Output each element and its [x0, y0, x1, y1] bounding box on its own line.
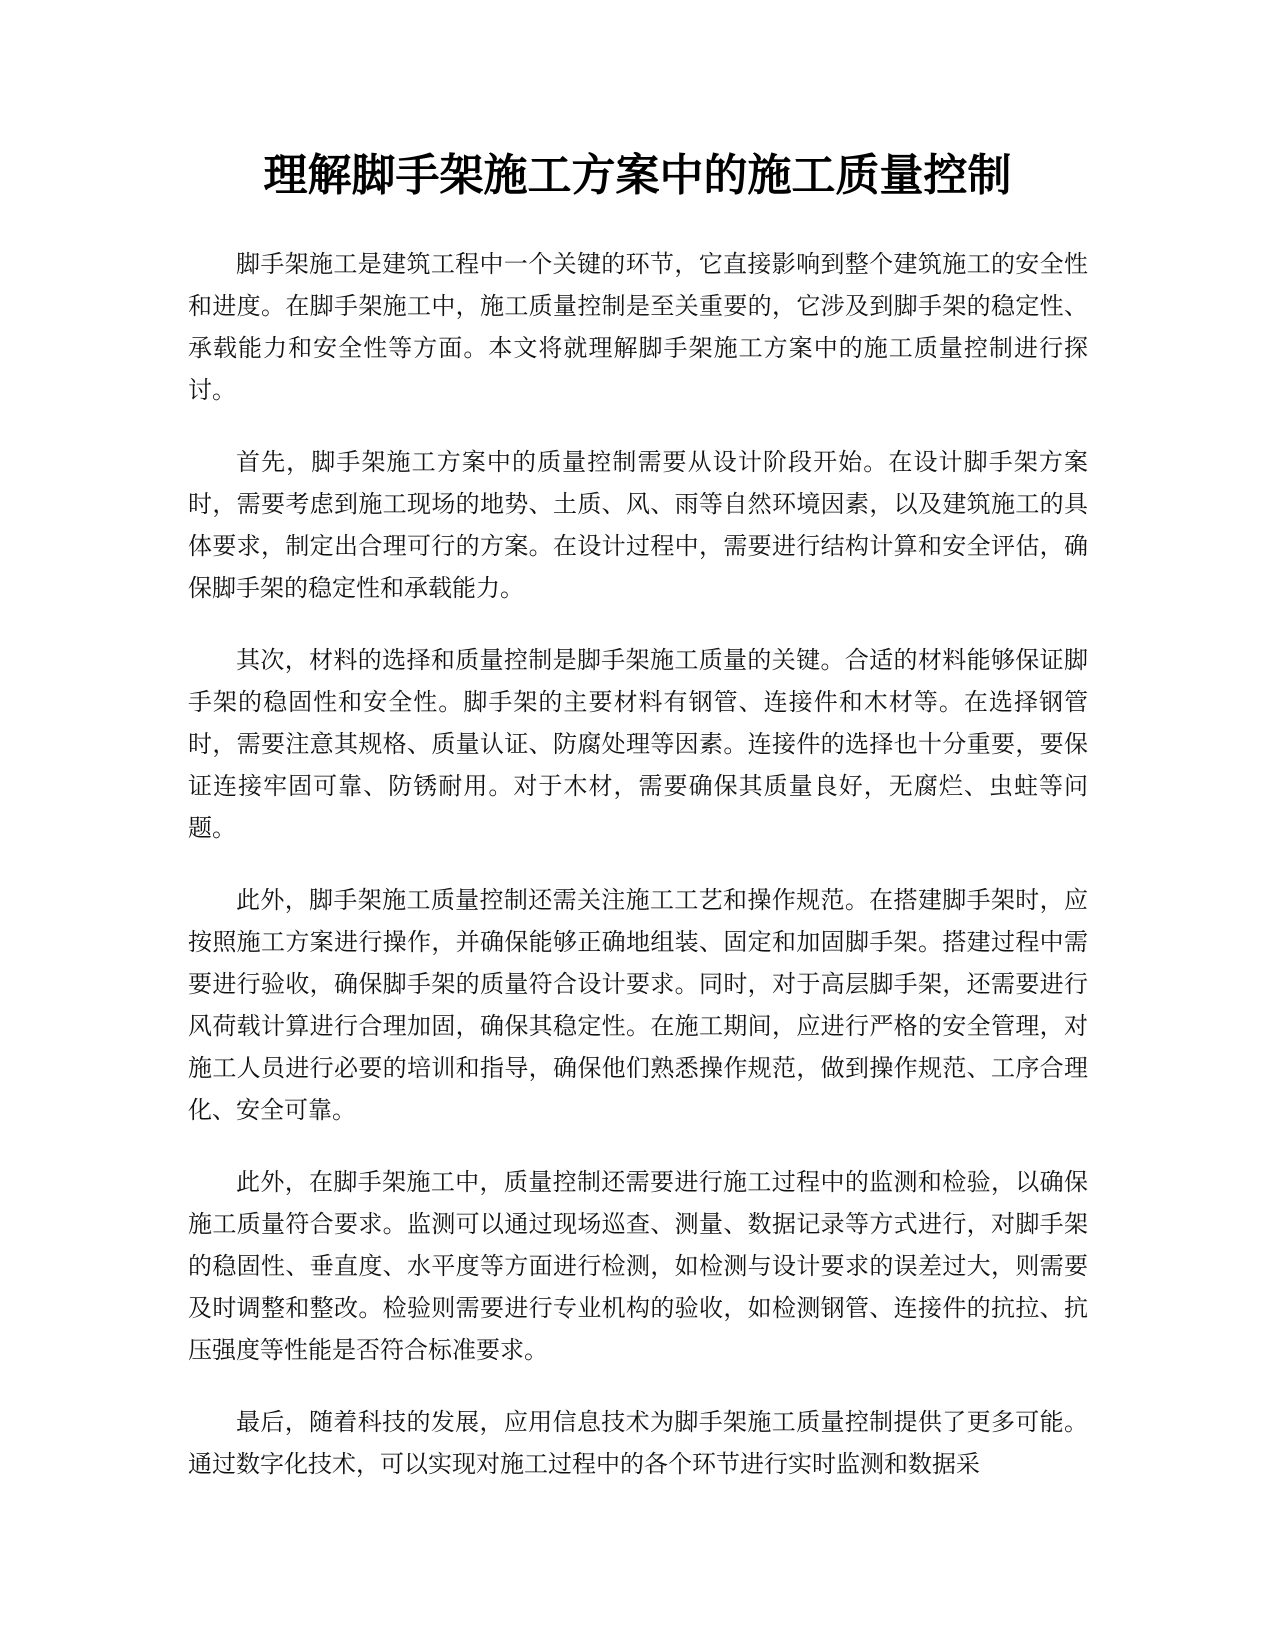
paragraph-design-stage: 首先，脚手架施工方案中的质量控制需要从设计阶段开始。在设计脚手架方案时，需要考虑到施工现场的地势、土质、风、雨等自然环境因素，以及建筑施工的具体要求，制定出合理可行的方案。在设计过程中，需要进行结构计算和安全评估，确保脚手架的稳定性和承载能力。 — [188, 448, 1088, 602]
document-body — [188, 243, 1088, 1515]
paragraph-monitoring-inspection: 此外，在脚手架施工中，质量控制还需要进行施工过程中的监测和检验，以确保施工质量符合要求。监测可以通过现场巡查、测量、数据记录等方式进行，对脚手架的稳固性、垂直度、水平度等方面进行检测，如检测与设计要求的误差过大，则需要及时调整和整改。检验则需要进行专业机构的验收，如检测钢管、连接件的抗拉、抗压强度等性能是否符合标准要求。 — [188, 1168, 1088, 1364]
paragraph-materials: 其次，材料的选择和质量控制是脚手架施工质量的关键。合适的材料能够保证脚手架的稳固性和安全性。脚手架的主要材料有钢管、连接件和木材等。在选择钢管时，需要注意其规格、质量认证、防腐处理等因素。连接件的选择也十分重要，要保证连接牢固可靠、防锈耐用。对于木材，需要确保其质量良好，无腐烂、虫蛀等问题。 — [188, 646, 1088, 842]
paragraph-intro: 脚手架施工是建筑工程中一个关键的环节，它直接影响到整个建筑施工的安全性和进度。在脚手架施工中，施工质量控制是至关重要的，它涉及到脚手架的稳定性、承载能力和安全性等方面。本文将就理解脚手架施工方案中的施工质量控制进行探讨。 — [188, 250, 1088, 404]
document-title: 理解脚手架施工方案中的施工质量控制 — [263, 150, 1012, 201]
paragraph-process-standards: 此外，脚手架施工质量控制还需关注施工工艺和操作规范。在搭建脚手架时，应按照施工方案进行操作，并确保能够正确地组装、固定和加固脚手架。搭建过程中需要进行验收，确保脚手架的质量符合设计要求。同时，对于高层脚手架，还需要进行风荷载计算进行合理加固，确保其稳定性。在施工期间，应进行严格的安全管理，对施工人员进行必要的培训和指导，确保他们熟悉操作规范，做到操作规范、工序合理化、安全可靠。 — [188, 886, 1088, 1124]
paragraph-information-technology: 最后，随着科技的发展，应用信息技术为脚手架施工质量控制提供了更多可能。通过数字化技术，可以实现对施工过程中的各个环节进行实时监测和数据采 — [188, 1408, 1088, 1478]
